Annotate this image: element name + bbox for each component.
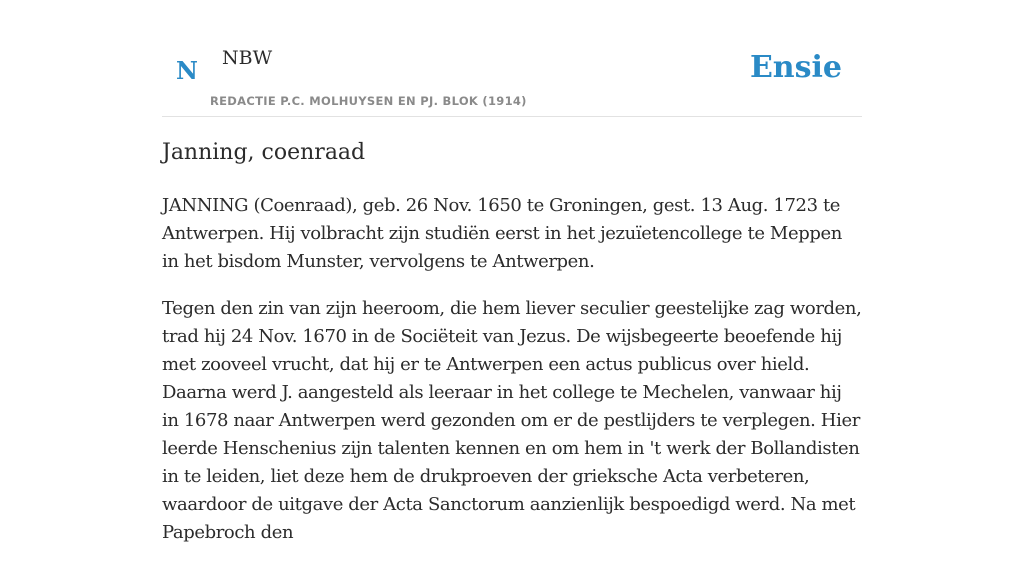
- brand-logo-link[interactable]: Ensie: [749, 50, 842, 85]
- source-subtitle: REDACTIE P.C. MOLHUYSEN EN PJ. BLOK (1914): [210, 94, 527, 108]
- article-paragraph: Tegen den zin van zijn heeroom, die hem liever seculier geestelijke zag worden, trad hij 24 Nov. 1670 in de Sociëteit van Jezus. De wijsbegeerte beoefende hij met zooveel vrucht, dat hij er te Antwerpen een actus publicus over hield. Daarna werd J. aangesteld als leeraar in het college te Mechelen, vanwaar hij in 1678 naar Antwerpen werd gezonden om er de pestlijders te verplegen. Hier leerde Henschenius zijn talenten kennen en om hem in 't werk der Bollandisten in te leiden, liet deze hem de drukproeven der grieksche Acta verbeteren, waardoor de uitgave der Acta Sanctorum aanzienlijk bespoedigd werd. Na met Papebroch den: [162, 298, 862, 543]
- source-logo[interactable]: N: [176, 56, 198, 85]
- page: [162, 0, 862, 543]
- article-title: Janning, coenraad: [162, 140, 366, 165]
- source-name-link[interactable]: NBW: [222, 47, 273, 69]
- article-body: [162, 192, 862, 566]
- article-paragraph: JANNING (Coenraad), geb. 26 Nov. 1650 te Groningen, gest. 13 Aug. 1723 te Antwerpen. Hij volbracht zijn studiën eerst in het jezuïetencollege te Meppen in het bisdom Munster, vervolgens te Antwerpen.: [162, 195, 842, 272]
- source-header: [162, 0, 862, 117]
